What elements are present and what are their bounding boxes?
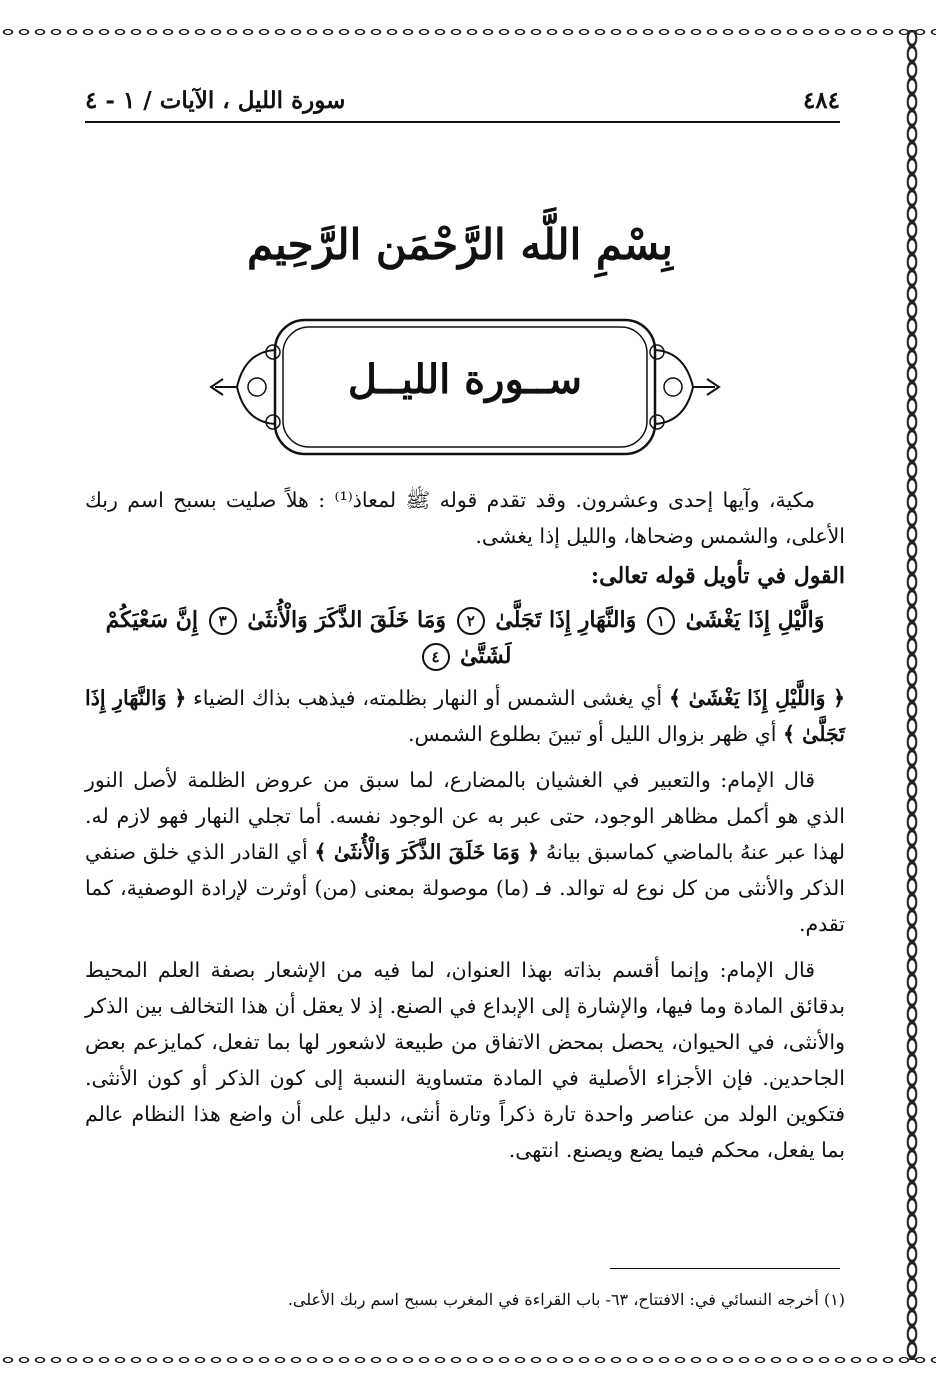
tafsir-text: أي ظهر بزوال الليل أو تبينَ بطلوع الشمس. — [407, 722, 784, 746]
verse-text: إِنَّ سَعْيَكُمْ لَشَتَّىٰ — [105, 607, 512, 669]
verse-text: وَالَّيْلِ إِذَا يَغْشَىٰ — [685, 607, 825, 633]
tafsir-text: أي يغشى الشمس أو النهار بظلمته، فيذهب بذاك الضياء — [186, 686, 670, 710]
tafsir-paragraph — [85, 680, 845, 752]
header-rule — [85, 121, 840, 123]
verse-quote: ﴿ وَاللَّيْلِ إِذَا يَغْشَىٰ ﴾ — [669, 686, 845, 710]
page-header — [85, 80, 840, 120]
tafsir-heading: القول في تأويل قوله تعالى: — [591, 563, 845, 589]
imam-paragraph-2: قال الإمام: وإنما أقسم بذاته بهذا العنوان، لما فيه من الإشعار بصفة العلم المحيط بدقائق المادة وما فيها، والإشارة إلى الإبداع في الصنع. إذ لا يعقل أن هذا التخالف بين الذكر والأنثى، في الحيوان، يحصل بمحض الاتفاق من طبيعة لاشعور لها بما تفعل، كمايزعم بعض الجاحدين. فإن الأجزاء الأصلية في المادة متساوية النسبة إلى كون الذكر أو كون الأنثى. فتكوين الولد من عناصر واحدة تارة ذكراً وتارة أنثى، دليل على أن واضع هذا النظام عالم بما يفعل، محكم فيما يضع ويصنع. انتهى. — [85, 958, 845, 1162]
verse-number: ١ — [647, 607, 675, 635]
body-text — [85, 482, 845, 1168]
verse-text: وَمَا خَلَقَ الذَّكَرَ وَالْأُنثَىٰ — [247, 607, 447, 633]
verse-number: ٤ — [422, 643, 450, 671]
bottom-border-ornament — [0, 1350, 936, 1370]
top-border-ornament — [0, 22, 936, 42]
running-title: سورة الليل ، الآيات / ١ - ٤ — [85, 86, 346, 114]
basmala: بِسْمِ اللَّه الرَّحْمَن الرَّحِيم — [247, 220, 673, 269]
footnote: (١) أخرجه النسائي في: الافتتاح، ٦٣- باب القراءة في المغرب بسبح اسم ربك الأعلى. — [287, 1290, 845, 1309]
verse-number: ٣ — [209, 607, 237, 635]
verse-number: ٢ — [457, 607, 485, 635]
verse-quote: ﴿ وَمَا خَلَقَ الذَّكَرَ وَالْأُنثَىٰ ﴾ — [314, 840, 540, 864]
imam-text: أي القادر الذي خلق صنفي الذكر والأنثى من كل نوع له توالد. فـ (ما) موصولة بمعنى (من) أوثرت لإرادة الوصفية، كما تقدم. — [85, 840, 845, 936]
imam-text: قال الإمام: والتعبير في الغشيان بالمضارع، لما سبق من عروض الظلمة لأصل النور الذي هو أكمل مظاهر الوجود، حتى عبر به عن الوجود نفسه. أما تجلي النهار فهو لازم له. لهذا عبر عنهُ بالماضي كماسبق بيانهُ — [85, 768, 846, 864]
imam-paragraph-1 — [85, 762, 845, 942]
quranic-verses — [85, 602, 845, 674]
page-number: ٤٨٤ — [802, 86, 840, 114]
verse-quote: ﴿ وَالنَّهَارِ إِذَا تَجَلَّىٰ ﴾ — [85, 686, 845, 746]
verse-text: وَالنَّهَارِ إِذَا تَجَلَّىٰ — [495, 607, 637, 633]
footnote-rule — [610, 1268, 840, 1269]
intro-paragraph: مكية، وآيها إحدى وعشرون. وقد تقدم قوله ﷺ لمعاذ⁽¹⁾ : هلاً صليت بسبح اسم ربك الأعلى، والشمس وضحاها، والليل إذا يغشى. — [85, 488, 845, 548]
right-border-ornament — [902, 30, 922, 1360]
surah-title: ســورة الليــل — [347, 356, 583, 403]
